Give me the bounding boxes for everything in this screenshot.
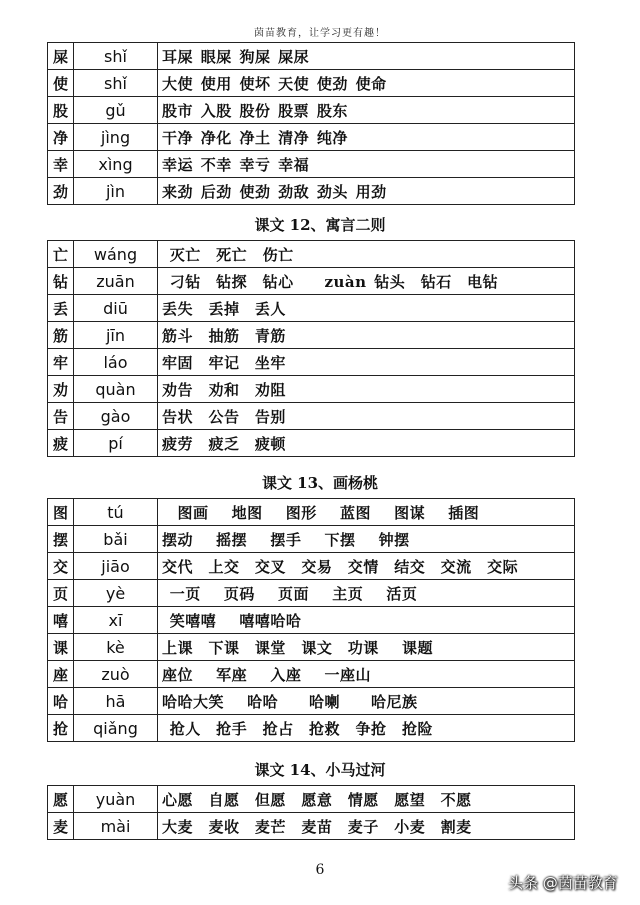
table-row [48,813,575,840]
character-cell: 抢 [48,715,74,742]
pinyin-cell: bǎi [74,526,158,553]
character-cell: 麦 [48,813,74,840]
words-cell: 劝告 劝和 劝阻 [158,376,575,403]
words-cell: 刁钻 钻探 钻心 zuàn 钻头 钻石 电钻 [158,268,575,295]
pinyin-cell: wáng [74,241,158,268]
words-cell: 笑嘻嘻 嘻嘻哈哈 [158,607,575,634]
pinyin-cell: jìng [74,124,158,151]
character-cell: 使 [48,70,74,97]
character-cell: 课 [48,634,74,661]
pinyin-cell: jīn [74,322,158,349]
table-row [48,607,575,634]
table-row [48,349,575,376]
vocab-table [47,240,575,457]
page-header: 茵苗教育，让学习更有趣！ [254,28,386,39]
character-cell: 劝 [48,376,74,403]
pinyin-cell: tú [74,499,158,526]
table-row [48,70,575,97]
vocab-section-13 [47,498,575,742]
words-cell: 座位 军座 入座 一座山 [158,661,575,688]
vocab-table [47,498,575,742]
table-row [48,430,575,457]
table-row [48,124,575,151]
character-cell: 牢 [48,349,74,376]
table-row [48,553,575,580]
character-cell: 哈 [48,688,74,715]
page-number: 6 [315,862,325,878]
character-cell: 筋 [48,322,74,349]
table-row [48,499,575,526]
table-row [48,715,575,742]
vocab-table [47,785,575,840]
pinyin-cell: gǔ [74,97,158,124]
table-row [48,268,575,295]
table-row [48,241,575,268]
character-cell: 疲 [48,430,74,457]
character-cell: 交 [48,553,74,580]
pinyin-cell: zuò [74,661,158,688]
pinyin-cell: diū [74,295,158,322]
table-row [48,295,575,322]
character-cell: 亡 [48,241,74,268]
pinyin-cell: gào [74,403,158,430]
character-cell: 丢 [48,295,74,322]
character-cell: 股 [48,97,74,124]
character-cell: 愿 [48,786,74,813]
pinyin-cell: xìng [74,151,158,178]
character-cell: 座 [48,661,74,688]
character-cell: 屎 [48,43,74,70]
words-cell: 交代 上交 交叉 交易 交情 结交 交流 交际 [158,553,575,580]
table-row [48,634,575,661]
table-row [48,688,575,715]
pinyin-cell: xī [74,607,158,634]
table-row [48,376,575,403]
lesson-title-14: 课文 14、小马过河 [254,761,386,779]
words-cell: 一页 页码 页面 主页 活页 [158,580,575,607]
words-cell: 牢固 牢记 坐牢 [158,349,575,376]
vocab-section-12 [47,240,575,457]
words-cell: 心愿 自愿 但愿 愿意 情愿 愿望 不愿 [158,786,575,813]
words-cell: 灭亡 死亡 伤亡 [158,241,575,268]
table-row [48,403,575,430]
pinyin-cell: yè [74,580,158,607]
pinyin-cell: pí [74,430,158,457]
vocab-section-14 [47,785,575,840]
words-cell: 大麦 麦收 麦芒 麦苗 麦子 小麦 割麦 [158,813,575,840]
character-cell: 页 [48,580,74,607]
words-cell: 耳屎 眼屎 狗屎 屎尿 [158,43,575,70]
words-cell: 来劲 后劲 使劲 劲敌 劲头 用劲 [158,178,575,205]
pinyin-cell: mài [74,813,158,840]
words-cell: 筋斗 抽筋 青筋 [158,322,575,349]
words-cell: 图画 地图 图形 蓝图 图谋 插图 [158,499,575,526]
table-row [48,43,575,70]
character-cell: 摆 [48,526,74,553]
words-cell: 疲劳 疲乏 疲顿 [158,430,575,457]
table-row [48,97,575,124]
table-row [48,661,575,688]
pinyin-cell: jiāo [74,553,158,580]
pinyin-cell: láo [74,349,158,376]
words-cell: 股市 入股 股份 股票 股东 [158,97,575,124]
character-cell: 劲 [48,178,74,205]
character-cell: 嘻 [48,607,74,634]
table-row [48,580,575,607]
pinyin-cell: yuàn [74,786,158,813]
character-cell: 幸 [48,151,74,178]
lesson-title-12: 课文 12、寓言二则 [254,216,386,234]
pinyin-cell: shǐ [74,43,158,70]
character-cell: 钻 [48,268,74,295]
vocab-table [47,42,575,205]
pinyin-cell: shǐ [74,70,158,97]
words-cell: 干净 净化 净土 清净 纯净 [158,124,575,151]
pinyin-cell: qiǎng [74,715,158,742]
pinyin-cell: quàn [74,376,158,403]
words-cell: 摆动 摇摆 摆手 下摆 钟摆 [158,526,575,553]
pinyin-cell: zuān [74,268,158,295]
character-cell: 净 [48,124,74,151]
words-cell: 大使 使用 使坏 天使 使劲 使命 [158,70,575,97]
character-cell: 告 [48,403,74,430]
words-cell: 告状 公告 告别 [158,403,575,430]
words-cell: 抢人 抢手 抢占 抢救 争抢 抢险 [158,715,575,742]
words-cell: 哈哈大笑 哈哈 哈喇 哈尼族 [158,688,575,715]
watermark: 头条 @茵苗教育 [508,874,618,892]
pinyin-cell: jìn [74,178,158,205]
words-cell: 上课 下课 课堂 课文 功课 课题 [158,634,575,661]
table-row [48,151,575,178]
pinyin-cell: hā [74,688,158,715]
table-row [48,178,575,205]
character-cell: 图 [48,499,74,526]
table-row [48,526,575,553]
table-row [48,322,575,349]
table-row [48,786,575,813]
words-cell: 丢失 丢掉 丢人 [158,295,575,322]
lesson-title-13: 课文 13、画杨桃 [261,474,379,492]
pinyin-cell: kè [74,634,158,661]
words-cell: 幸运 不幸 幸亏 幸福 [158,151,575,178]
vocab-section-0 [47,42,575,205]
